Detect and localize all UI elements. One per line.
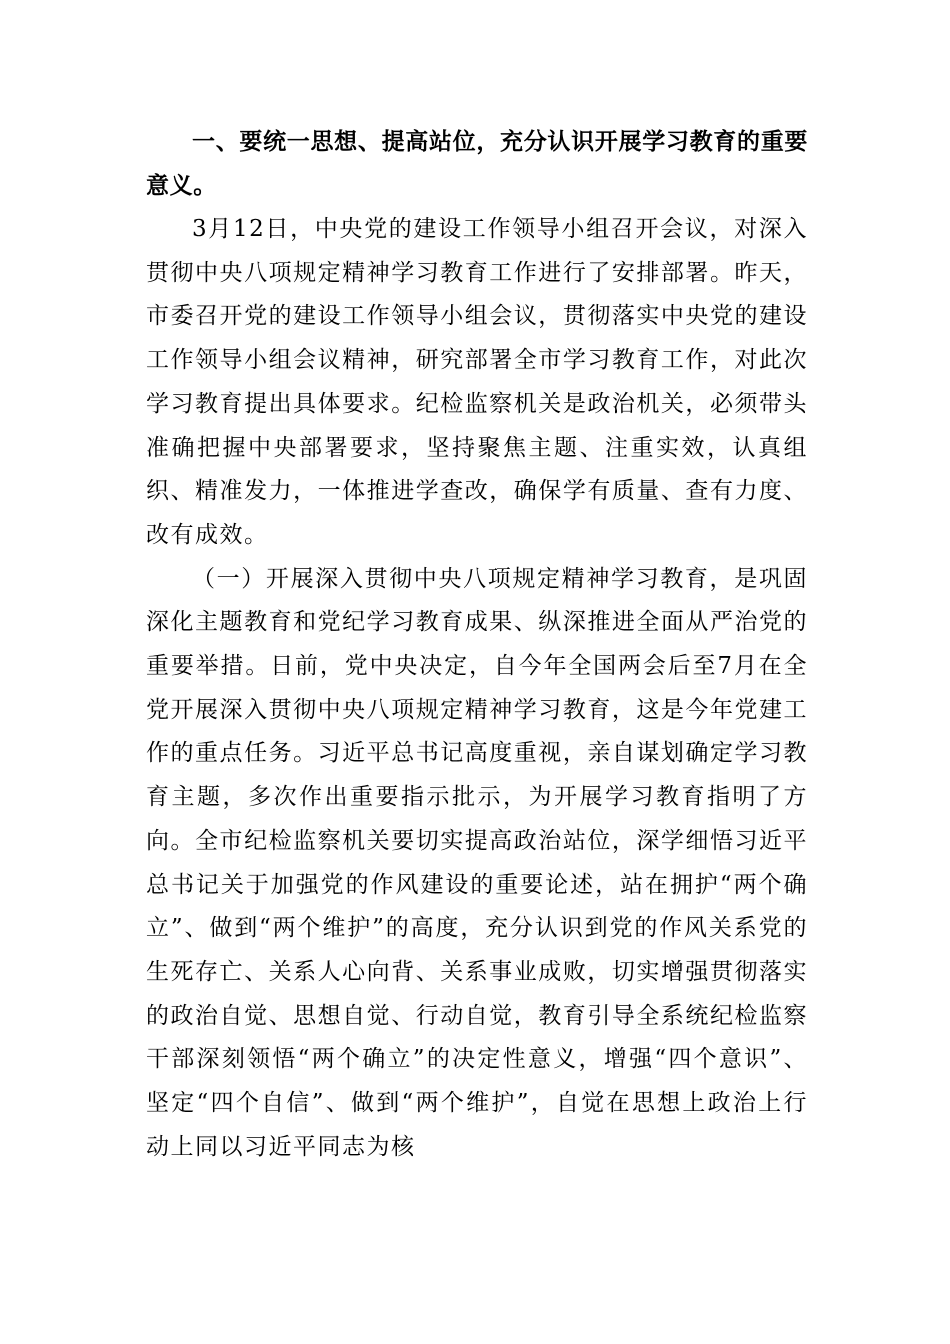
document-page <box>146 120 808 1169</box>
paragraph-1: 3月12日，中央党的建设工作领导小组召开会议，对深入贯彻中央八项规定精神学习教育工作进行了安排部署。昨天，市委召开党的建设工作领导小组会议，贯彻落实中央党的建设工作领导小组会议精神，研究部署全市学习教育工作，对此次学习教育提出具体要求。纪检监察机关是政治机关，必须带头准确把握中央部署要求，坚持聚焦主题、注重实效，认真组织、精准发力，一体推进学查改，确保学有质量、查有力度、改有成效。 <box>146 216 808 548</box>
paragraph-2-body: 日前，党中央决定，自今年全国两会后至7月在全党开展深入贯彻中央八项规定精神学习教育，这是今年党建工作的重点任务。习近平总书记高度重视，亲自谋划确定学习教育主题，多次作出重要指示批示，为开展学习教育指明了方向。全市纪检监察机关要切实提高政治站位，深学细悟习近平总书记关于加强党的作风建设的重要论述，站在拥护“两个确立”、做到“两个维护”的高度，充分认识到党的作风关系党的生死存亡、关系人心向背、关系事业成败，切实增强贯彻落实的政治自觉、思想自觉、行动自觉，教育引导全系统纪检监察干部深刻领悟“两个确立”的决定性意义，增强“四个意识”、坚定“四个自信”、做到“两个维护”，自觉在思想上政治上行动上同以习近平同志为核 <box>146 653 809 1160</box>
section-heading: 一、要统一思想、提高站位，充分认识开展学习教育的重要意义。 <box>146 129 808 199</box>
paragraph-2 <box>146 558 808 1170</box>
subsection-heading: （一）开展深入贯彻中央八项规定精神学习教育，是巩固深化主题教育和党纪学习教育成果、纵深推进全面从严治党的重要举措。 <box>146 565 808 680</box>
